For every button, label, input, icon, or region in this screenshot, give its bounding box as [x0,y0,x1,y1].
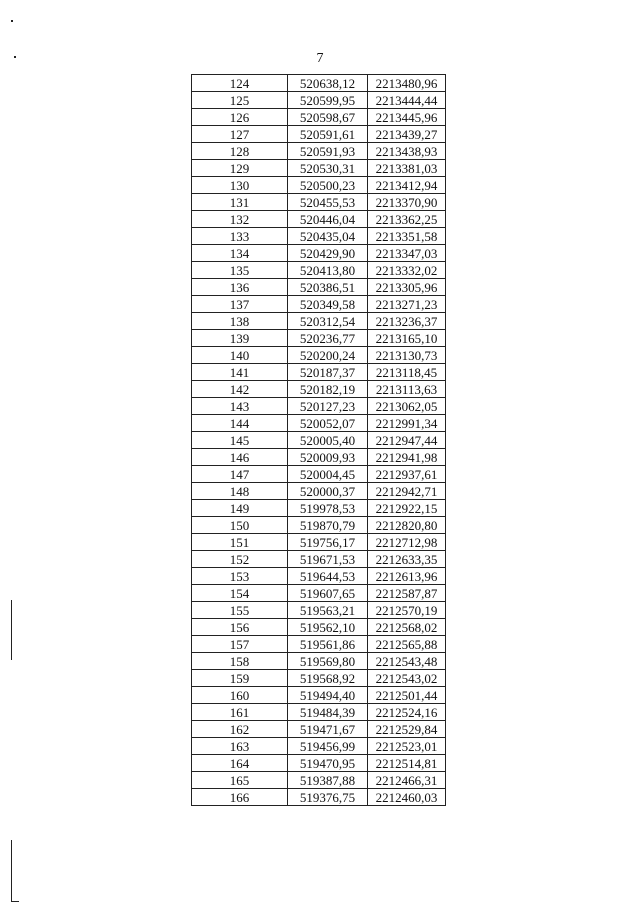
x-coordinate-cell: 519671,53 [288,551,368,568]
table-row [192,262,446,279]
table-row [192,772,446,789]
point-number-cell: 144 [192,415,288,432]
table-row [192,636,446,653]
table-row [192,466,446,483]
y-coordinate-cell: 2212529,84 [368,721,446,738]
y-coordinate-cell: 2213370,90 [368,194,446,211]
y-coordinate-cell: 2212941,98 [368,449,446,466]
table-row [192,602,446,619]
y-coordinate-cell: 2213062,05 [368,398,446,415]
x-coordinate-cell: 519376,75 [288,789,368,806]
point-number-cell: 163 [192,738,288,755]
point-number-cell: 133 [192,228,288,245]
y-coordinate-cell: 2212514,81 [368,755,446,772]
point-number-cell: 134 [192,245,288,262]
table-row [192,381,446,398]
x-coordinate-cell: 520638,12 [288,75,368,92]
y-coordinate-cell: 2212820,80 [368,517,446,534]
point-number-cell: 126 [192,109,288,126]
point-number-cell: 127 [192,126,288,143]
y-coordinate-cell: 2212570,19 [368,602,446,619]
scan-edge-line [11,600,12,660]
point-number-cell: 141 [192,364,288,381]
scan-speck [11,20,13,22]
y-coordinate-cell: 2213412,94 [368,177,446,194]
x-coordinate-cell: 520591,61 [288,126,368,143]
y-coordinate-cell: 2213347,03 [368,245,446,262]
point-number-cell: 128 [192,143,288,160]
point-number-cell: 146 [192,449,288,466]
x-coordinate-cell: 519561,86 [288,636,368,653]
point-number-cell: 132 [192,211,288,228]
x-coordinate-cell: 520005,40 [288,432,368,449]
table-row [192,109,446,126]
y-coordinate-cell: 2213480,96 [368,75,446,92]
point-number-cell: 151 [192,534,288,551]
point-number-cell: 142 [192,381,288,398]
point-number-cell: 137 [192,296,288,313]
x-coordinate-cell: 520236,77 [288,330,368,347]
table-row [192,500,446,517]
table-row [192,619,446,636]
table-row [192,177,446,194]
point-number-cell: 157 [192,636,288,653]
x-coordinate-cell: 519756,17 [288,534,368,551]
table-row [192,738,446,755]
x-coordinate-cell: 520446,04 [288,211,368,228]
scan-edge-line [11,901,19,902]
x-coordinate-cell: 520182,19 [288,381,368,398]
y-coordinate-cell: 2213438,93 [368,143,446,160]
point-number-cell: 135 [192,262,288,279]
y-coordinate-cell: 2212568,02 [368,619,446,636]
table-row [192,126,446,143]
y-coordinate-cell: 2212587,87 [368,585,446,602]
table-row [192,160,446,177]
x-coordinate-cell: 519387,88 [288,772,368,789]
x-coordinate-cell: 520413,80 [288,262,368,279]
point-number-cell: 160 [192,687,288,704]
point-number-cell: 164 [192,755,288,772]
x-coordinate-cell: 520599,95 [288,92,368,109]
y-coordinate-cell: 2213130,73 [368,347,446,364]
table-row [192,330,446,347]
point-number-cell: 156 [192,619,288,636]
table-row [192,92,446,109]
table-row [192,789,446,806]
y-coordinate-cell: 2212937,61 [368,466,446,483]
y-coordinate-cell: 2212991,34 [368,415,446,432]
point-number-cell: 139 [192,330,288,347]
coordinates-table [191,74,446,806]
y-coordinate-cell: 2213439,27 [368,126,446,143]
point-number-cell: 145 [192,432,288,449]
table-row [192,670,446,687]
x-coordinate-cell: 520349,58 [288,296,368,313]
y-coordinate-cell: 2213332,02 [368,262,446,279]
point-number-cell: 129 [192,160,288,177]
table-row [192,194,446,211]
x-coordinate-cell: 520009,93 [288,449,368,466]
point-number-cell: 136 [192,279,288,296]
y-coordinate-cell: 2213351,58 [368,228,446,245]
x-coordinate-cell: 520200,24 [288,347,368,364]
y-coordinate-cell: 2212543,02 [368,670,446,687]
point-number-cell: 147 [192,466,288,483]
point-number-cell: 148 [192,483,288,500]
point-number-cell: 153 [192,568,288,585]
x-coordinate-cell: 520591,93 [288,143,368,160]
x-coordinate-cell: 519471,67 [288,721,368,738]
table-row [192,517,446,534]
scan-speck [14,56,16,58]
y-coordinate-cell: 2213362,25 [368,211,446,228]
table-row [192,415,446,432]
x-coordinate-cell: 519563,21 [288,602,368,619]
table-row [192,228,446,245]
point-number-cell: 159 [192,670,288,687]
page-number: 7 [316,51,324,66]
x-coordinate-cell: 519484,39 [288,704,368,721]
x-coordinate-cell: 520500,23 [288,177,368,194]
x-coordinate-cell: 519870,79 [288,517,368,534]
y-coordinate-cell: 2212922,15 [368,500,446,517]
table-row [192,364,446,381]
y-coordinate-cell: 2213113,63 [368,381,446,398]
table-row [192,449,446,466]
y-coordinate-cell: 2213165,10 [368,330,446,347]
y-coordinate-cell: 2212501,44 [368,687,446,704]
point-number-cell: 138 [192,313,288,330]
table-row [192,75,446,92]
table-row [192,245,446,262]
y-coordinate-cell: 2213444,44 [368,92,446,109]
table-row [192,313,446,330]
y-coordinate-cell: 2213445,96 [368,109,446,126]
x-coordinate-cell: 519569,80 [288,653,368,670]
point-number-cell: 154 [192,585,288,602]
point-number-cell: 149 [192,500,288,517]
point-number-cell: 143 [192,398,288,415]
table-row [192,551,446,568]
table-row [192,211,446,228]
x-coordinate-cell: 520435,04 [288,228,368,245]
x-coordinate-cell: 519607,65 [288,585,368,602]
coordinates-table-body [192,75,446,806]
x-coordinate-cell: 520000,37 [288,483,368,500]
x-coordinate-cell: 520455,53 [288,194,368,211]
table-row [192,687,446,704]
point-number-cell: 140 [192,347,288,364]
y-coordinate-cell: 2212524,16 [368,704,446,721]
y-coordinate-cell: 2213381,03 [368,160,446,177]
y-coordinate-cell: 2213305,96 [368,279,446,296]
x-coordinate-cell: 520052,07 [288,415,368,432]
point-number-cell: 131 [192,194,288,211]
table-row [192,704,446,721]
table-row [192,721,446,738]
table-row [192,653,446,670]
y-coordinate-cell: 2212565,88 [368,636,446,653]
point-number-cell: 155 [192,602,288,619]
x-coordinate-cell: 520598,67 [288,109,368,126]
point-number-cell: 124 [192,75,288,92]
y-coordinate-cell: 2212523,01 [368,738,446,755]
y-coordinate-cell: 2213271,23 [368,296,446,313]
y-coordinate-cell: 2212947,44 [368,432,446,449]
y-coordinate-cell: 2212466,31 [368,772,446,789]
table-row [192,585,446,602]
point-number-cell: 152 [192,551,288,568]
x-coordinate-cell: 519562,10 [288,619,368,636]
table-row [192,296,446,313]
y-coordinate-cell: 2212942,71 [368,483,446,500]
point-number-cell: 162 [192,721,288,738]
x-coordinate-cell: 519456,99 [288,738,368,755]
x-coordinate-cell: 520127,23 [288,398,368,415]
y-coordinate-cell: 2213236,37 [368,313,446,330]
x-coordinate-cell: 519494,40 [288,687,368,704]
table-row [192,568,446,585]
point-number-cell: 150 [192,517,288,534]
x-coordinate-cell: 520429,90 [288,245,368,262]
x-coordinate-cell: 519568,92 [288,670,368,687]
x-coordinate-cell: 520530,31 [288,160,368,177]
y-coordinate-cell: 2212712,98 [368,534,446,551]
table-row [192,755,446,772]
x-coordinate-cell: 520312,54 [288,313,368,330]
scan-edge-line [11,840,12,902]
x-coordinate-cell: 520187,37 [288,364,368,381]
x-coordinate-cell: 519470,95 [288,755,368,772]
table-row [192,534,446,551]
point-number-cell: 165 [192,772,288,789]
table-row [192,483,446,500]
x-coordinate-cell: 519978,53 [288,500,368,517]
y-coordinate-cell: 2212543,48 [368,653,446,670]
point-number-cell: 125 [192,92,288,109]
y-coordinate-cell: 2213118,45 [368,364,446,381]
point-number-cell: 166 [192,789,288,806]
x-coordinate-cell: 520004,45 [288,466,368,483]
point-number-cell: 161 [192,704,288,721]
point-number-cell: 130 [192,177,288,194]
y-coordinate-cell: 2212613,96 [368,568,446,585]
table-row [192,143,446,160]
x-coordinate-cell: 519644,53 [288,568,368,585]
y-coordinate-cell: 2212633,35 [368,551,446,568]
table-row [192,347,446,364]
point-number-cell: 158 [192,653,288,670]
table-row [192,398,446,415]
table-row [192,432,446,449]
x-coordinate-cell: 520386,51 [288,279,368,296]
table-row [192,279,446,296]
y-coordinate-cell: 2212460,03 [368,789,446,806]
